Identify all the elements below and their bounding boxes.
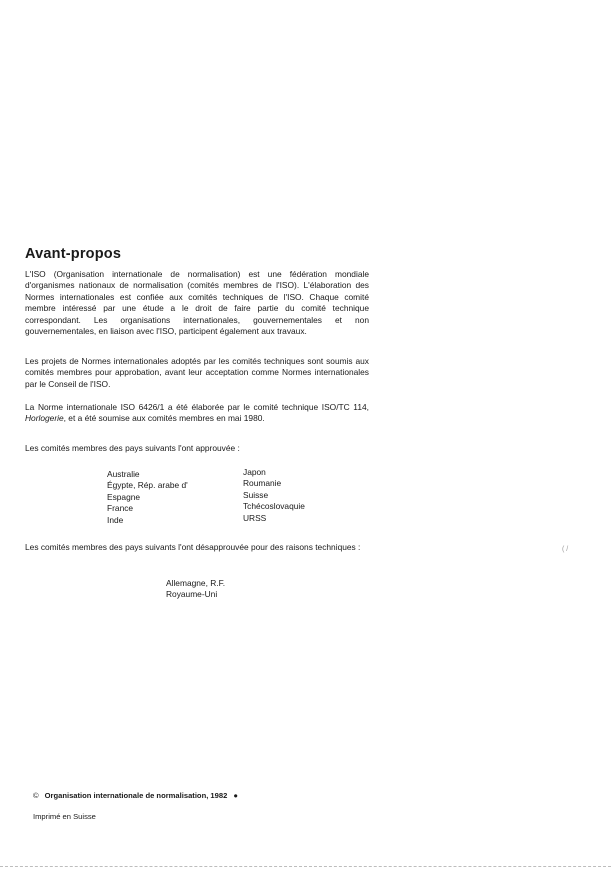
country-item: Tchécoslovaquie: [243, 501, 305, 512]
copyright-line: [33, 791, 238, 800]
elaboration-text-start: La Norme internationale ISO 6426/1 a été élaborée par le comité technique ISO/TC 114,: [25, 402, 369, 412]
country-item: Inde: [107, 514, 124, 525]
country-item: Roumanie: [243, 478, 282, 489]
approved-countries-right: [243, 467, 305, 524]
approval-intro: Les comités membres des pays suivants l'ont approuvée :: [25, 443, 240, 453]
intro-paragraph: L'ISO (Organisation internationale de normalisation) est une fédération mondiale d'organismes nationaux de normalisation (comités membres de l'ISO). L'élaboration des Normes internationales est confiée aux comités techniques de l'ISO. Chaque comité membre intéressé par une étude a le droit de faire partie du comité technique correspondant. Les organisations internationales, gouvernementales et non gouvernementales, en liaison avec l'ISO, participent également aux travaux.: [25, 269, 369, 337]
country-item: Espagne: [107, 491, 141, 502]
elaboration-text-end: , et a été soumise aux comités membres en mai 1980.: [63, 413, 265, 424]
page-bottom-rule: [0, 866, 611, 867]
country-item: Japon: [243, 467, 266, 477]
bullet-icon: ●: [233, 791, 238, 800]
country-item: URSS: [243, 512, 267, 523]
printed-in: Imprimé en Suisse: [33, 812, 96, 821]
elaboration-paragraph: [25, 402, 369, 425]
committee-name: Horlogerie: [25, 413, 64, 424]
margin-mark: ( /: [562, 546, 569, 553]
disapproved-countries: [166, 578, 225, 601]
country-item: Royaume-Uni: [166, 589, 218, 600]
country-item: Allemagne, R.F.: [166, 578, 226, 588]
adoption-paragraph: Les projets de Normes internationales adoptés par les comités techniques sont soumis aux comités membres pour approbation, avant leur acceptation comme Normes internationales par le Conseil de l'ISO.: [25, 356, 369, 389]
copyright-text: Organisation internationale de normalisation, 1982: [44, 791, 228, 800]
country-item: Australie: [107, 469, 140, 479]
page-title: Avant-propos: [25, 246, 122, 262]
country-item: France: [107, 503, 134, 514]
copyright-symbol: ©: [33, 791, 39, 800]
country-item: Suisse: [243, 489, 269, 500]
approved-countries-left: [107, 469, 188, 526]
country-item: Égypte, Rép. arabe d': [107, 480, 188, 491]
disapproval-intro: Les comités membres des pays suivants l'ont désapprouvée pour des raisons techniques :: [25, 542, 361, 552]
